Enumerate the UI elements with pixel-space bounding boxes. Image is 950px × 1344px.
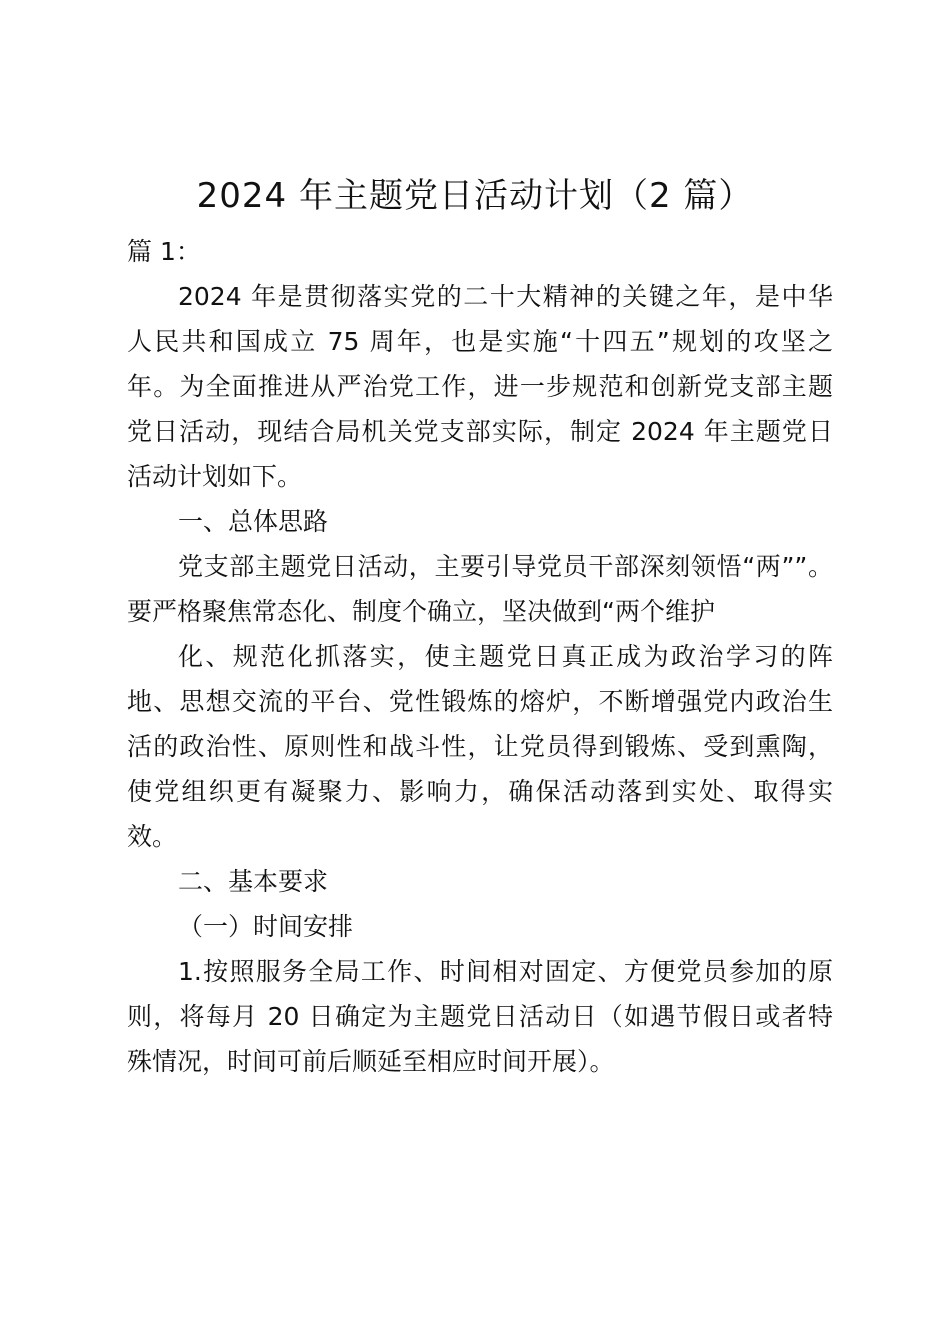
paragraph-line: 活的政治性、原则性和战斗性，让党员得到锻炼、受到熏陶， <box>127 732 833 761</box>
paragraph-line: 2024 年是贯彻落实党的二十大精神的关键之年，是中华 <box>178 282 833 311</box>
section-label: 篇 1： <box>127 237 201 266</box>
paragraph-line: 党支部主题党日活动，主要引导党员干部深刻领悟“两””。 <box>178 552 833 581</box>
paragraph-line: 地、思想交流的平台、党性锻炼的熔炉，不断增强党内政治生 <box>127 687 833 716</box>
paragraph-line: 活动计划如下。 <box>127 462 303 491</box>
paragraph-line: 殊情况，时间可前后顺延至相应时间开展）。 <box>127 1047 615 1076</box>
document-title: 2024 年主题党日活动计划（2 篇） <box>196 176 754 216</box>
paragraph-line: 1.按照服务全局工作、时间相对固定、方便党员参加的原 <box>178 957 833 986</box>
paragraph-line: 效。 <box>127 822 178 851</box>
paragraph-line: 年。为全面推进从严治党工作，进一步规范和创新党支部主题 <box>127 372 833 401</box>
paragraph-line: 人民共和国成立 75 周年，也是实施“十四五”规划的攻坚之 <box>127 327 833 356</box>
subsection-heading: （一）时间安排 <box>178 912 354 941</box>
paragraph-line: 则，将每月 20 日确定为主题党日活动日（如遇节假日或者特 <box>127 1002 833 1031</box>
section-heading: 一、总体思路 <box>178 507 329 536</box>
section-heading: 二、基本要求 <box>178 867 329 896</box>
document-body <box>127 229 833 1084</box>
paragraph-line: 党日活动，现结合局机关党支部实际，制定 2024 年主题党日 <box>127 417 833 446</box>
paragraph-line: 化、规范化抓落实，使主题党日真正成为政治学习的阵 <box>178 642 833 671</box>
paragraph-line: 要严格聚焦常态化、制度个确立，坚决做到“两个维护 <box>127 597 715 626</box>
paragraph-line: 使党组织更有凝聚力、影响力，确保活动落到实处、取得实 <box>127 777 833 806</box>
